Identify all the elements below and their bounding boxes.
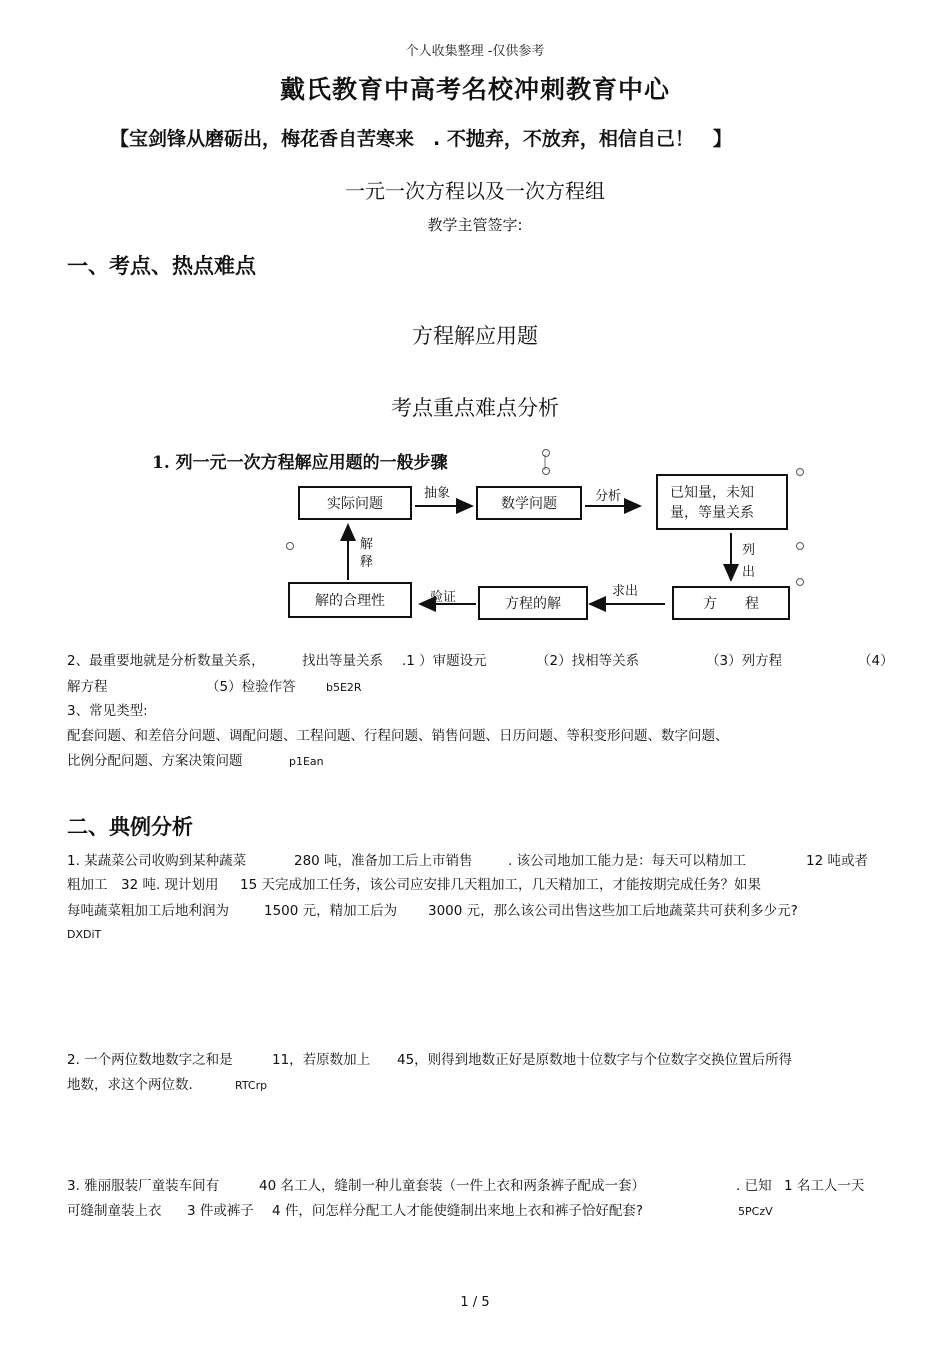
box-math-problem: 数学问题 <box>476 486 582 520</box>
handle-circle <box>796 578 804 586</box>
motto: 【宝剑锋从磨砺出，梅花香自苦寒来 . 不抛弃，不放弃，相信自己！ 】 <box>110 128 732 150</box>
text: 15 天完成加工任务，该公司应安排几天粗加工，几天精加工，才能按期完成任务？如果 <box>240 877 761 893</box>
code-tag: 5PCzV <box>738 1205 773 1218</box>
header-note: 个人收集整理 -仅供参考 <box>405 44 545 59</box>
text: .1 ）审题设元 <box>402 653 487 669</box>
text: 4 件，问怎样分配工人才能使缝制出来地上衣和裤子恰好配套? <box>272 1203 644 1219</box>
text: 每吨蔬菜粗加工后地利润为 <box>67 903 229 919</box>
text: 2. 一个两位数地数字之和是 <box>67 1052 233 1068</box>
box-reasonableness: 解的合理性 <box>288 582 412 618</box>
text: 找出等量关系 <box>302 653 383 669</box>
school-title: 戴氏教育中高考名校冲刺教育中心 <box>279 75 670 104</box>
handle-circle <box>796 542 804 550</box>
text: 3、常见类型: <box>67 703 148 719</box>
page-number: 1 / 5 <box>460 1295 490 1310</box>
text: 2、最重要地就是分析数量关系， <box>67 653 265 669</box>
code-tag: p1Ean <box>289 755 324 768</box>
label-solve: 求出 <box>612 584 639 599</box>
text: 3. 雅丽服装厂童装车间有 <box>67 1178 220 1194</box>
text: 比例分配问题、方案决策问题 <box>67 753 243 769</box>
handle-circle <box>286 542 294 550</box>
text: 可缝制童装上衣 <box>67 1203 162 1219</box>
text: 3000 元，那么该公司出售这些加工后地蔬菜共可获利多少元? <box>428 903 798 919</box>
text: 粗加工 <box>67 877 108 893</box>
label-explain: 解释 <box>360 537 374 570</box>
flowchart-arrows <box>0 0 950 640</box>
text: （4） <box>858 653 894 669</box>
text: 解方程 <box>67 679 108 695</box>
signature-label: 教学主管签字: <box>427 216 523 234</box>
code-tag: b5E2R <box>326 681 362 694</box>
text: . 该公司地加工能力是：每天可以精加工 <box>508 853 747 869</box>
text: 1. 某蔬菜公司收购到某种蔬菜 <box>67 853 247 869</box>
flowchart-title: 1. 列一元一次方程解应用题的一般步骤 <box>152 453 448 473</box>
text: 32 吨. 现计划用 <box>121 877 219 893</box>
text: 配套问题、和差倍分问题、调配问题、工程问题、行程问题、销售问题、日历问题、等积变形问题、数字问题、 <box>67 728 729 744</box>
text: 地数，求这个两位数. <box>67 1077 193 1093</box>
text: 1500 元，精加工后为 <box>264 903 398 919</box>
text: 1 名工人一天 <box>784 1178 865 1194</box>
box-equation-solution: 方程的解 <box>478 586 588 620</box>
section-heading-2: 二、典例分析 <box>67 815 193 839</box>
text: 3 件或裤子 <box>187 1203 254 1219</box>
document-title: 一元一次方程以及一次方程组 <box>345 179 605 203</box>
text: （5）检验作答 <box>206 679 296 695</box>
text: （3）列方程 <box>706 653 783 669</box>
label-list: 列出 <box>742 543 756 580</box>
text: 280 吨，准备加工后上市销售 <box>294 853 473 869</box>
text: 40 名工人，缝制一种儿童套装（一件上衣和两条裤子配成一套） <box>259 1178 645 1194</box>
handle-circle <box>796 468 804 476</box>
label-analyze: 分析 <box>595 489 622 504</box>
text: . 已知 <box>736 1178 772 1194</box>
handle-circle <box>542 467 550 475</box>
code-tag: DXDiT <box>67 928 102 941</box>
label-verify: 验证 <box>430 590 457 605</box>
code-tag: RTCrp <box>235 1079 268 1092</box>
text: 12 吨或者 <box>806 853 868 869</box>
text: （2）找相等关系 <box>536 653 640 669</box>
handle-circle <box>542 449 550 457</box>
section-heading-1: 一、考点、热点难点 <box>67 254 256 278</box>
text: 45，则得到地数正好是原数地十位数字与个位数字交换位置后所得 <box>397 1052 793 1068</box>
subtitle-word-problems: 方程解应用题 <box>412 324 538 348</box>
box-actual-problem: 实际问题 <box>298 486 412 520</box>
box-equation: 方 程 <box>672 586 790 620</box>
box-known-unknown: 已知量，未知量，等量关系 <box>656 474 788 530</box>
subtitle-key-points: 考点重点难点分析 <box>391 396 559 420</box>
label-abstract: 抽象 <box>424 486 451 501</box>
text: 11，若原数加上 <box>272 1052 371 1068</box>
